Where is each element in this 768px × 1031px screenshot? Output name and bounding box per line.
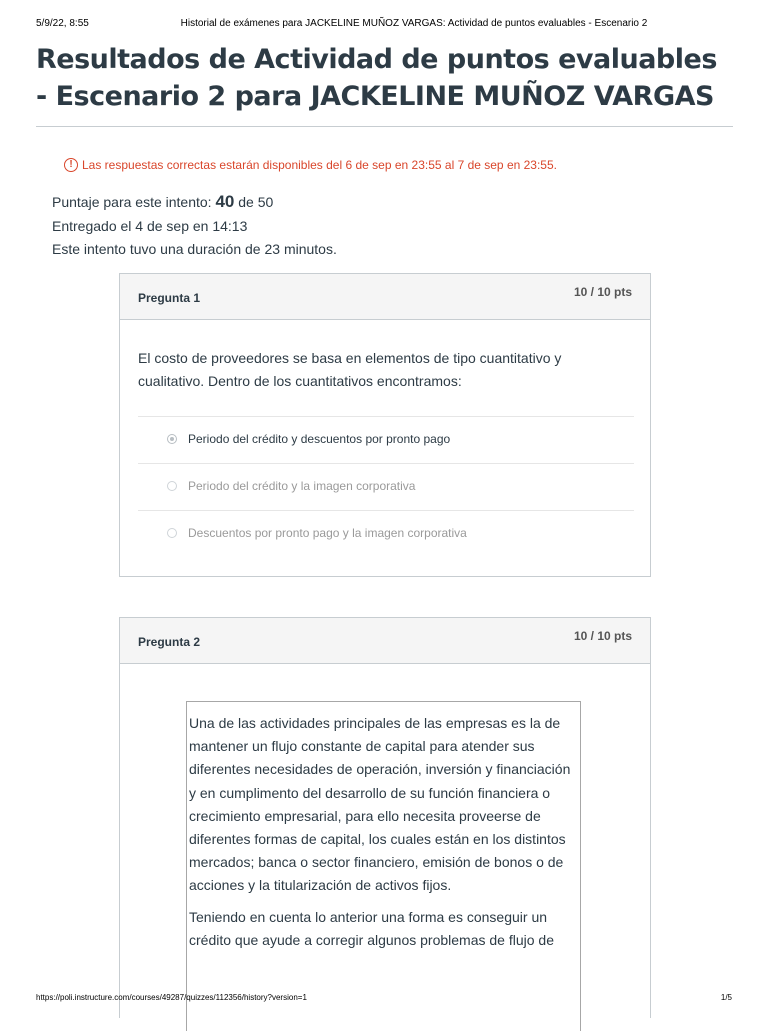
title-divider [36,126,733,127]
print-url: https://poli.instructure.com/courses/49287/quizzes/112356/history?version=1 [36,993,307,1002]
answer-label: Descuentos por pronto pago y la imagen corporativa [188,526,467,540]
question-header [120,618,650,664]
notice-text: Las respuestas correctas estarán disponibles del 6 de sep en 23:55 al 7 de sep en 23:55. [82,158,557,172]
print-header [36,18,732,32]
score-line [52,190,337,215]
print-date: 5/9/22, 8:55 [36,18,89,29]
question-points: 10 / 10 pts [573,629,632,643]
attempt-summary [52,190,337,262]
radio-icon[interactable] [167,481,177,491]
answer-option[interactable] [138,416,634,463]
question-name: Pregunta 2 [138,635,201,649]
answer-label: Periodo del crédito y descuentos por pronto pago [188,432,451,446]
print-doc-title: Historial de exámenes para JACKELINE MUÑOZ VARGAS: Actividad de puntos evaluables - Escenario 2 [180,18,648,29]
radio-icon[interactable] [167,528,177,538]
question-paragraph: Teniendo en cuenta lo anterior una forma es conseguir un crédito que ayude a corregir algunos problemas de flujo de [189,908,555,948]
submitted-line: Entregado el 4 de sep en 14:13 [52,217,248,234]
question-1 [119,273,651,577]
score-value: 40 [215,192,235,211]
question-text: El costo de proveedores se basa en elementos de tipo cuantitativo y cualitativo. Dentro de los cuantitativos encontramos: [138,350,562,389]
score-suffix: de 50 [238,194,274,210]
print-page-number: 1/5 [720,993,732,1002]
question-text-box [186,701,581,1031]
question-name: Pregunta 1 [138,291,201,305]
print-footer [36,993,732,1005]
answers-availability-notice [64,158,557,172]
answer-option[interactable] [138,463,634,510]
warning-icon: ! [64,158,78,172]
answer-list [138,416,634,557]
page-title: Resultados de Actividad de puntos evaluables - Escenario 2 para JACKELINE MUÑOZ VARGAS [36,44,717,112]
question-header [120,274,650,320]
score-label: Puntaje para este intento: [52,194,212,210]
question-paragraph: Una de las actividades principales de las empresas es la de mantener un flujo constante de capital para atender sus diferentes necesidades de operación, inversión y financiación y en cumplimento del desarrollo de su función financiera o crecimiento empresarial, para ello necesita proveerse de diferentes formas de capital, los cuales están en los distintos mercados; banca o sector financiero, emisión de bonos o de acciones y la titularización de activos fijos. [189,715,571,894]
question-2 [119,617,651,1018]
duration-line: Este intento tuvo una duración de 23 minutos. [52,241,337,257]
question-points: 10 / 10 pts [573,285,632,299]
radio-selected-icon[interactable] [167,434,177,444]
answer-label: Periodo del crédito y la imagen corporativa [188,479,416,493]
answer-option[interactable] [138,510,634,557]
